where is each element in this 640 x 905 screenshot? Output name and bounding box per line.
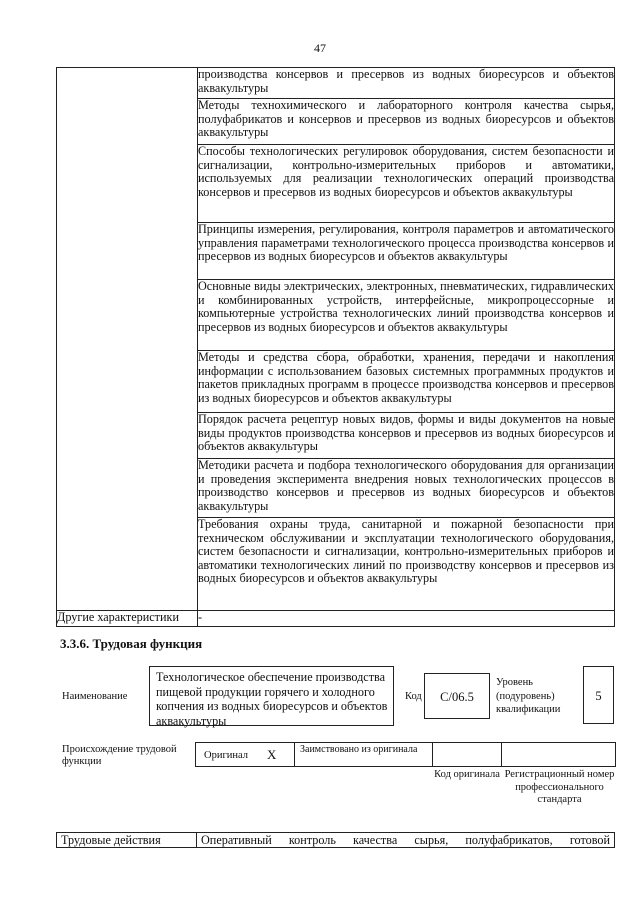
knowledge-cell: Порядок расчета рецептур новых видов, формы и виды документов на новые виды продуктов производства консервов и пресервов из водных биоресурсов и объектов аквакультуры: [198, 413, 615, 459]
knowledge-cell: Методики расчета и подбора технологического оборудования для организации и проведения эксперимента внедрения новых технологических процессов в производство консервов и пресервов из водных биоресурсов и объектов аквакультуры: [198, 459, 615, 518]
registration-caption: Регистрационный номер профессионального стандарта: [504, 769, 615, 805]
section-title: 3.3.6. Трудовая функция: [60, 636, 203, 651]
borrowed-cell: Заимствовано из оригинала: [294, 742, 433, 767]
code-caption: Код оригинала: [434, 769, 500, 780]
origin-row: [195, 742, 616, 767]
knowledge-cell: Методы технохимического и лабораторного контроля качества сырья, полуфабрикатов и консервов и пресервов из водных биоресурсов и объектов аквакультуры: [198, 99, 615, 145]
knowledge-cell: Требования охраны труда, санитарной и пожарной безопасности при техническом обслуживании и эксплуатации технологического оборудования, систем безопасности и сигнализации, контрольно-измерительных приборов и автоматики технологических линий по производству консервов и пресервов из водных биоресурсов и объектов аквакультуры: [198, 518, 615, 611]
original-mark: X: [267, 747, 277, 762]
table-row: [57, 68, 615, 99]
table-row: [57, 611, 615, 627]
table-row: [57, 833, 615, 848]
knowledge-cell: Основные виды электрических, электронных, пневматических, гидравлических и комбинированных устройств, интерфейсные, микропроцессорные и компьютерные устройства технологических линий производства консервов и пресервов из водных биоресурсов и объектов аквакультуры: [198, 280, 615, 351]
original-cell: [195, 742, 295, 767]
actions-label: Трудовые действия: [57, 833, 197, 848]
page-number: 47: [314, 41, 326, 55]
knowledge-cell: Способы технологических регулировок оборудования, систем безопасности и сигнализации, контрольно-измерительных приборов и автоматики, используемых для реализации технологических операций производства консервов и пресервов из водных биоресурсов и объектов аквакультуры: [198, 145, 615, 223]
registration-number-cell: [501, 742, 616, 767]
function-name-box: Технологическое обеспечение производства пищевой продукции горячего и холодного копчения из водных биоресурсов и объектов аквакультуры: [149, 666, 394, 726]
other-characteristics-value: -: [198, 611, 615, 627]
knowledge-cell: производства консервов и пресервов из водных биоресурсов и объектов аквакультуры: [198, 68, 615, 99]
original-code-cell: [432, 742, 502, 767]
origin-label: Происхождение трудовой функции: [62, 744, 177, 767]
left-empty-cell: [57, 68, 198, 611]
code-box: С/06.5: [424, 673, 490, 719]
knowledge-table: [56, 67, 615, 627]
actions-text: Оперативный контроль качества сырья, полуфабрикатов, готовой: [197, 833, 615, 848]
original-label: Оригинал: [204, 750, 248, 761]
actions-table: [56, 832, 615, 848]
other-characteristics-label: Другие характеристики: [57, 611, 198, 627]
knowledge-cell: Принципы измерения, регулирования, контроля параметров и автоматического управления параметрами технологического процесса производства консервов и пресервов из водных биоресурсов и объектов аквакультуры: [198, 223, 615, 280]
name-label: Наименование: [62, 691, 128, 702]
level-box: 5: [583, 666, 614, 724]
knowledge-cell: Методы и средства сбора, обработки, хранения, передачи и накопления информации с использованием базовых системных программных продуктов и пакетов прикладных программ в процессе производства консервов и пресервов из водных биоресурсов и объектов аквакультуры: [198, 351, 615, 413]
code-label: Код: [405, 691, 422, 702]
level-label: Уровень (подуровень) квалификации: [496, 677, 561, 715]
